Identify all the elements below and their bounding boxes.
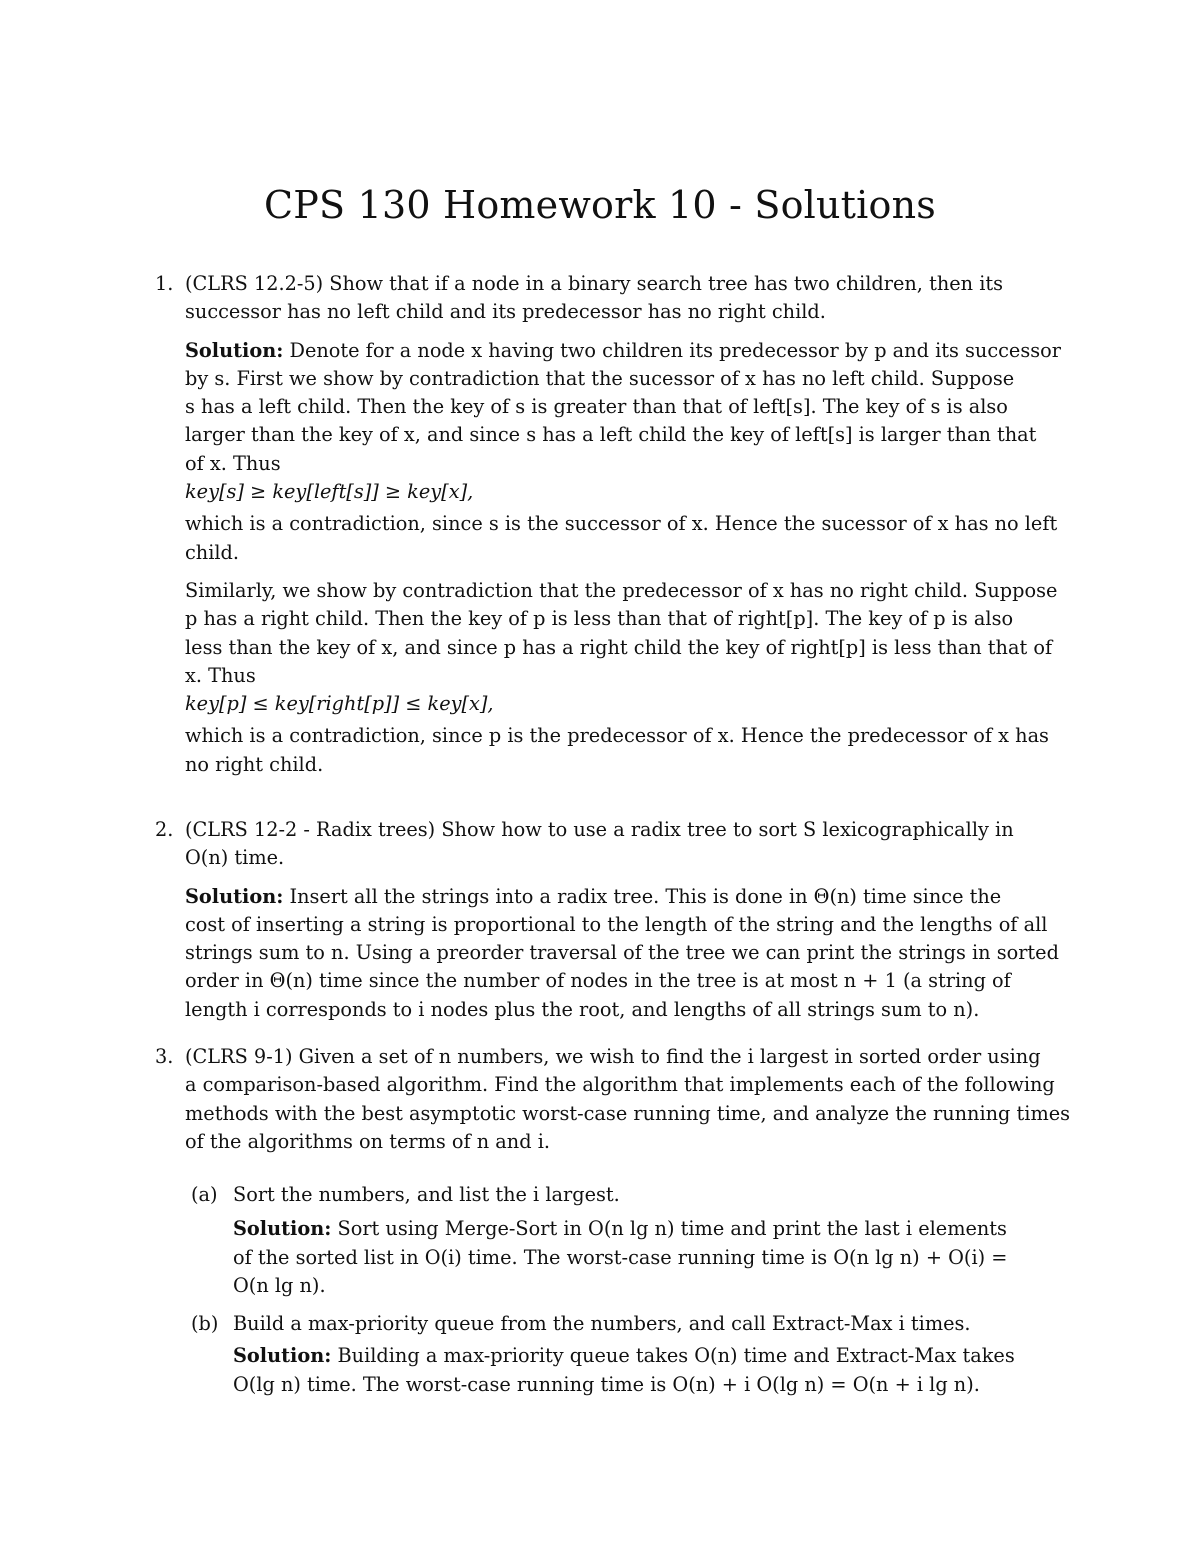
solution-paragraph [233, 1215, 1073, 1300]
text-line: larger than the key of x, and since s has a left child the key of left[s] is larger than that [185, 423, 1037, 447]
text-line: cost of inserting a string is proportional to the length of the string and the lengths of all [185, 912, 1048, 936]
prompt-line: successor has no left child and its predecessor has no right child. [185, 300, 826, 324]
subquestion-prompt: Build a max-priority queue from the numbers, and call Extract-Max i times. [233, 1312, 971, 1335]
text-line: no right child. [185, 752, 324, 776]
solution-label: Solution: [185, 884, 284, 908]
prompt-line: (CLRS 12-2 - Radix trees) Show how to use a radix tree to sort S lexicographically in [185, 818, 1014, 841]
solution-paragraph [233, 1342, 1073, 1399]
solution-paragraph [185, 510, 1073, 567]
subquestion-label: (a) [191, 1183, 218, 1206]
text-line: Building a max-priority queue takes O(n) time and Extract-Max takes [337, 1344, 1015, 1368]
text-line: O(n lg n). [233, 1273, 326, 1297]
solution-label: Solution: [233, 1344, 332, 1368]
text-line: p has a right child. Then the key of p is less than that of right[p]. The key of p is also [185, 607, 1014, 631]
subquestion-b [191, 1310, 1073, 1399]
question-prompt [185, 1043, 1073, 1156]
prompt-line: (CLRS 9-1) Given a set of n numbers, we wish to find the i largest in sorted order using [185, 1045, 1041, 1068]
question-3 [155, 1043, 1073, 1156]
prompt-line: O(n) time. [185, 846, 285, 870]
text-line: O(lg n) time. The worst-case running time is O(n) + i O(lg n) = O(n + i lg n). [233, 1372, 980, 1396]
text-line: Similarly, we show by contradiction that the predecessor of x has no right child. Suppose [185, 578, 1058, 602]
text-line: Sort using Merge-Sort in O(n lg n) time and print the last i elements [337, 1217, 1007, 1241]
question-number: 1. [155, 272, 174, 295]
text-line: child. [185, 540, 240, 564]
prompt-line: methods with the best asymptotic worst-case running time, and analyze the running times [185, 1101, 1071, 1125]
question-prompt [185, 270, 1073, 327]
prompt-line: (CLRS 12.2-5) Show that if a node in a binary search tree has two children, then its [185, 272, 1004, 295]
subquestion-a [191, 1181, 1073, 1300]
question-2 [155, 816, 1073, 1024]
text-line: s has a left child. Then the key of s is greater than that of left[s]. The key of s is also [185, 395, 1008, 419]
solution-paragraph [185, 883, 1073, 1024]
solution-paragraph [185, 577, 1073, 690]
text-line: Denote for a node x having two children its predecessor by p and its successor [289, 338, 1061, 362]
text-line: Insert all the strings into a radix tree. This is done in Θ(n) time since the [289, 884, 1002, 908]
page-title: CPS 130 Homework 10 - Solutions [264, 183, 936, 227]
solution-paragraph [185, 337, 1073, 478]
text-line: less than the key of x, and since p has a right child the key of right[p] is less than that of [185, 635, 1053, 659]
question-1 [155, 270, 1073, 779]
text-line: order in Θ(n) time since the number of nodes in the tree is at most n + 1 (a string of [185, 969, 1011, 993]
subquestion-label: (b) [191, 1312, 219, 1335]
text-line: of the sorted list in O(i) time. The worst-case running time is O(n lg n) + O(i) = [233, 1245, 1008, 1269]
text-line: strings sum to n. Using a preorder traversal of the tree we can print the strings in sorted [185, 941, 1059, 965]
equation-1: key[s] ≥ key[left[s]] ≥ key[x], [185, 480, 474, 504]
solution-label: Solution: [233, 1217, 332, 1241]
solution-paragraph [185, 722, 1073, 779]
text-line: length i corresponds to i nodes plus the root, and lengths of all strings sum to n). [185, 997, 980, 1021]
text-line: which is a contradiction, since p is the predecessor of x. Hence the predecessor of x has [185, 724, 1049, 748]
question-prompt [185, 816, 1073, 873]
subquestion-prompt: Sort the numbers, and list the i largest. [233, 1183, 620, 1206]
question-number: 2. [155, 818, 174, 841]
equation-2: key[p] ≤ key[right[p]] ≤ key[x], [185, 692, 494, 716]
text-line: which is a contradiction, since s is the successor of x. Hence the sucessor of x has no left [185, 512, 1058, 536]
text-line: x. Thus [185, 663, 256, 687]
prompt-line: a comparison-based algorithm. Find the algorithm that implements each of the following [185, 1073, 1055, 1097]
solution-label: Solution: [185, 338, 284, 362]
question-number: 3. [155, 1045, 174, 1068]
prompt-line: of the algorithms on terms of n and i. [185, 1129, 550, 1153]
text-line: of x. Thus [185, 451, 281, 475]
text-line: by s. First we show by contradiction that the sucessor of x has no left child. Suppose [185, 366, 1015, 390]
